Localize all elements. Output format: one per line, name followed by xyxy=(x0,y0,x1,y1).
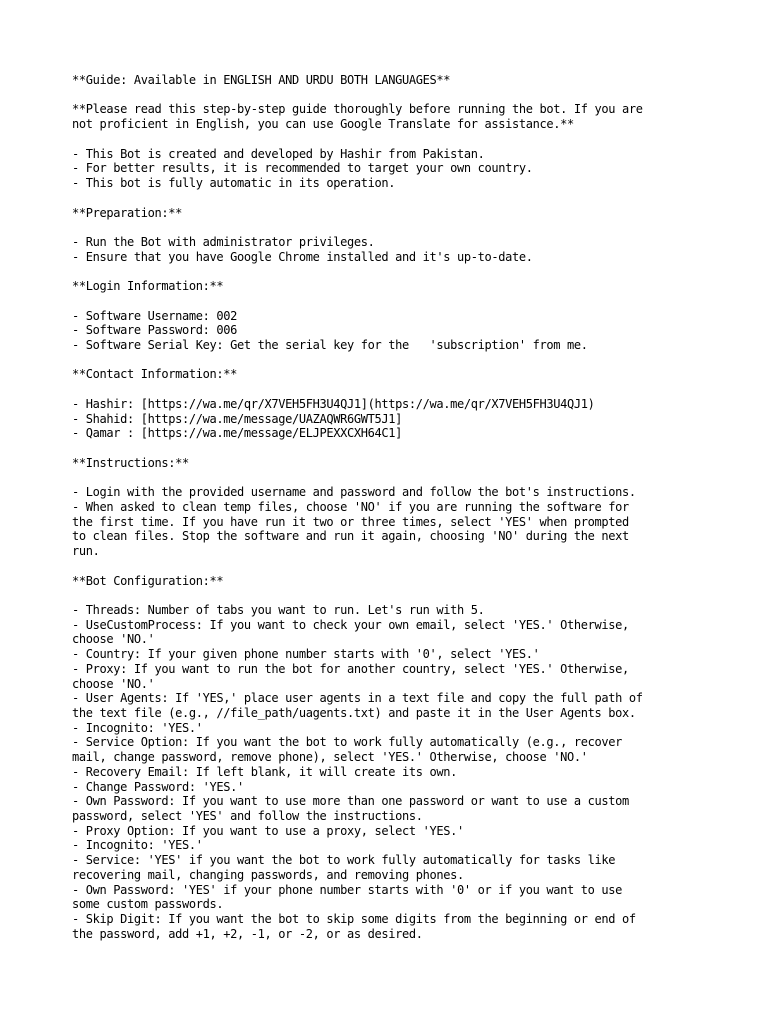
text-line: - Own Password: If you want to use more than one password or want to use a custom xyxy=(72,794,629,809)
text-line: - Skip Digit: If you want the bot to skip some digits from the beginning or end of xyxy=(72,912,636,926)
text-line: - Qamar : [https://wa.me/message/ELJPEXXCXH64C1] xyxy=(72,426,402,441)
text-line: **Please read this step-by-step guide thoroughly before running the bot. If you are xyxy=(72,102,643,117)
text-line: - Software Serial Key: Get the serial key for the 'subscription' from me. xyxy=(72,338,588,352)
text-line: - Proxy Option: If you want to use a proxy, select 'YES.' xyxy=(72,823,464,838)
text-line: password, select 'YES' and follow the instructions. xyxy=(72,809,423,823)
text-line: **Contact Information:** xyxy=(72,367,237,382)
text-line: - Recovery Email: If left blank, it will create its own. xyxy=(72,764,457,779)
text-line: the text file (e.g., //file_path/uagents.txt) and paste it in the User Agents box. xyxy=(72,706,636,720)
text-line: - Service: 'YES' if you want the bot to work fully automatically for tasks like xyxy=(72,853,616,868)
text-line: the password, add +1, +2, -1, or -2, or as desired. xyxy=(72,926,423,941)
text-line: choose 'NO.' xyxy=(72,632,155,647)
text-line: - Login with the provided username and password and follow the bot's instructions. xyxy=(72,485,636,500)
text-line: - Incognito: 'YES.' xyxy=(72,720,203,735)
text-line: some custom passwords. xyxy=(72,897,224,912)
text-line: - User Agents: If 'YES,' place user agents in a text file and copy the full path of xyxy=(72,691,643,706)
text-line: - Software Password: 006 xyxy=(72,323,237,338)
text-line: - Service Option: If you want the bot to work fully automatically (e.g., recover xyxy=(72,735,622,750)
text-line: - Change Password: 'YES.' xyxy=(72,779,244,794)
text-line: **Login Information:** xyxy=(72,279,224,294)
text-line: - Threads: Number of tabs you want to run. Let's run with 5. xyxy=(72,602,485,617)
text-line: - Proxy: If you want to run the bot for another country, select 'YES.' Otherwise, xyxy=(72,661,629,676)
text-line: **Instructions:** xyxy=(72,455,189,470)
text-line: - Incognito: 'YES.' xyxy=(72,838,203,853)
text-line: - Country: If your given phone number starts with '0', select 'YES.' xyxy=(72,647,540,662)
text-line: **Guide: Available in ENGLISH AND URDU BOTH LANGUAGES** xyxy=(72,73,451,87)
text-line: not proficient in English, you can use Google Translate for assistance.** xyxy=(72,117,574,132)
text-line: - When asked to clean temp files, choose 'NO' if you are running the software for xyxy=(72,499,629,514)
text-line: choose 'NO.' xyxy=(72,676,155,691)
text-line: - UseCustomProcess: If you want to check your own email, select 'YES.' Otherwise, xyxy=(72,617,629,632)
text-line: **Bot Configuration:** xyxy=(72,573,224,588)
text-line: **Preparation:** xyxy=(72,205,182,220)
text-line: - This Bot is created and developed by Hashir from Pakistan. xyxy=(72,146,485,161)
text-line: to clean files. Stop the software and run it again, choosing 'NO' during the next xyxy=(72,529,629,544)
text-line: run. xyxy=(72,544,100,558)
text-line: the first time. If you have run it two or three times, select 'YES' when prompted xyxy=(72,514,629,529)
text-line: mail, change password, remove phone), select 'YES.' Otherwise, choose 'NO.' xyxy=(72,750,588,765)
text-line: - Hashir: [https://wa.me/qr/X7VEH5FH3U4QJ1](https://wa.me/qr/X7VEH5FH3U4QJ1) xyxy=(72,396,595,411)
text-line: - This bot is fully automatic in its operation. xyxy=(72,176,396,190)
text-line: - Run the Bot with administrator privileges. xyxy=(72,234,375,249)
text-line: - Software Username: 002 xyxy=(72,308,237,323)
text-line: recovering mail, changing passwords, and removing phones. xyxy=(72,867,464,882)
text-line: - Shahid: [https://wa.me/message/UAZAQWR6GWT5J1] xyxy=(72,411,402,426)
text-line: - For better results, it is recommended to target your own country. xyxy=(72,161,533,176)
text-line: - Ensure that you have Google Chrome installed and it's up-to-date. xyxy=(72,249,533,264)
text-line: - Own Password: 'YES' if your phone number starts with '0' or if you want to use xyxy=(72,882,622,897)
